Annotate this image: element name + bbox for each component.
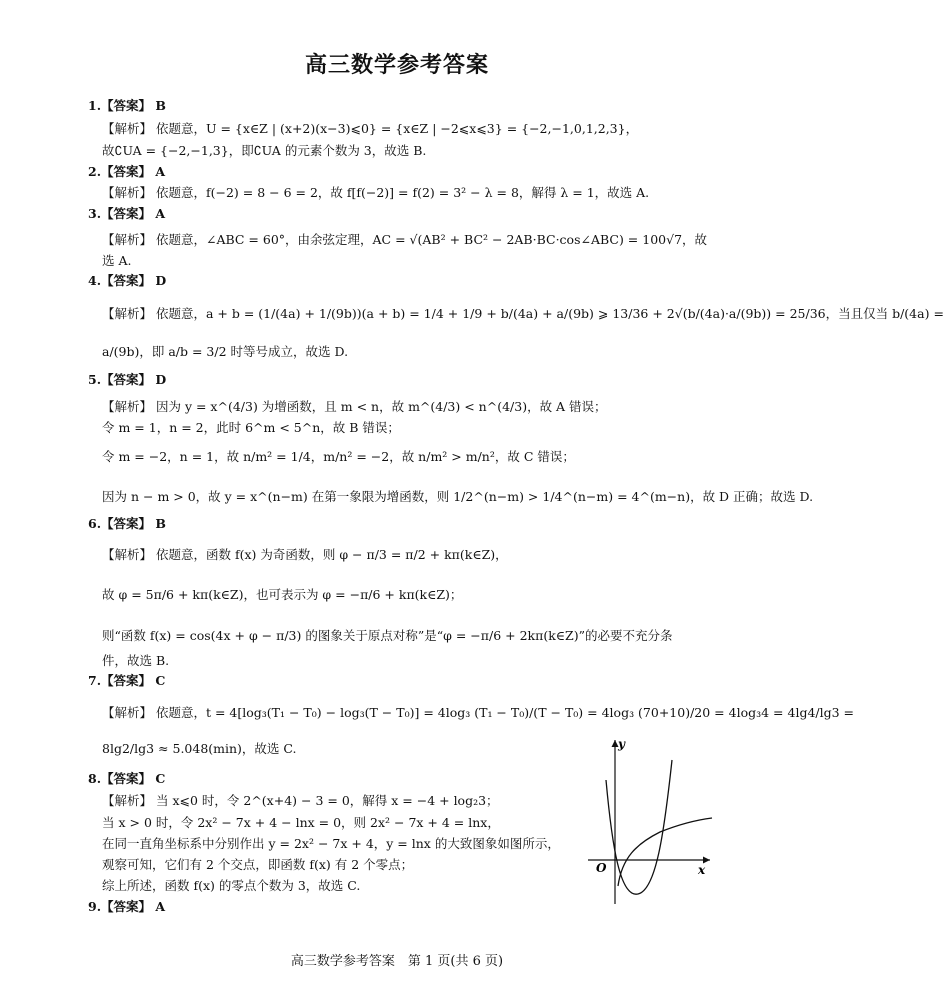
answer-8: 8.【答案】 C: [88, 771, 166, 786]
page-footer: 高三数学参考答案 第 1 页(共 6 页): [290, 954, 504, 969]
analysis-1-a: 【解析】 依题意，U = {x∈Z | (x+2)(x−3)⩽0} = {x∈Z | −2⩽x⩽3} = {−2,−1,0,1,2,3}，: [102, 121, 639, 136]
analysis-5-a: 【解析】 因为 y = x^(4/3) 为增函数，且 m < n，故 m^(4/3) < n^(4/3)，故 A 错误；: [102, 399, 607, 414]
answer-5: 5.【答案】 D: [88, 372, 167, 387]
page-title: 高三数学参考答案: [304, 53, 489, 78]
answer-7: 7.【答案】 C: [88, 673, 166, 688]
y-axis-label: y: [618, 737, 625, 751]
analysis-6-a: 【解析】 依题意，函数 f(x) 为奇函数，则 φ − π/3 = π/2 + kπ(k∈Z)，: [102, 547, 508, 562]
analysis-5-d: 因为 n − m > 0，故 y = x^(n−m) 在第一象限为增函数，则 1/2^(n−m) > 1/4^(n−m) = 4^(m−n)，故 D 正确；故选 D.: [102, 489, 814, 504]
answer-6: 6.【答案】 B: [88, 516, 166, 531]
analysis-8-e: 综上所述，函数 f(x) 的零点个数为 3，故选 C.: [102, 878, 361, 893]
analysis-4-a: 【解析】 依题意，a + b = (1/(4a) + 1/(9b))(a + b) = 1/4 + 1/9 + b/(4a) + a/(9b) ⩾ 13/36 + 2√(b/(4a)·a/(9b)) = 25/36，当且仅当 b/(4a) =: [102, 306, 944, 321]
analysis-1-b: 故∁UA = {−2,−1,3}，即∁UA 的元素个数为 3，故选 B.: [102, 143, 427, 158]
function-graph: [588, 736, 718, 906]
analysis-7-b: 8lg2/lg3 ≈ 5.048(min)，故选 C.: [102, 741, 297, 756]
answer-4: 4.【答案】 D: [88, 273, 167, 288]
parabola-curve: [606, 760, 672, 894]
analysis-8-c: 在同一直角坐标系中分别作出 y = 2x² − 7x + 4，y = lnx 的大致图象如图所示，: [102, 836, 560, 851]
analysis-7-a: 【解析】 依题意，t = 4[log₃(T₁ − T₀) − log₃(T − T₀)] = 4log₃ (T₁ − T₀)/(T − T₀) = 4log₃ (70+10)/20 = 4log₃4 = 4lg4/lg3 =: [102, 705, 855, 720]
analysis-4-b: a/(9b)，即 a/b = 3/2 时等号成立，故选 D.: [102, 344, 349, 359]
analysis-8-b: 当 x > 0 时，令 2x² − 7x + 4 − lnx = 0，则 2x² − 7x + 4 = lnx，: [102, 815, 500, 830]
answer-1: 1.【答案】 B: [88, 98, 166, 113]
analysis-5-b: 令 m = 1，n = 2，此时 6^m < 5^n，故 B 错误；: [102, 420, 400, 435]
analysis-3-a: 【解析】 依题意，∠ABC = 60°，由余弦定理，AC = √(AB² + BC² − 2AB·BC·cos∠ABC) = 100√7，故: [102, 232, 708, 247]
analysis-5-c: 令 m = −2，n = 1，故 n/m² = 1/4，m/n² = −2，故 n/m² > m/n²，故 C 错误；: [102, 449, 575, 464]
answer-2: 2.【答案】 A: [88, 164, 166, 179]
x-axis-label: x: [698, 863, 706, 877]
answer-9: 9.【答案】 A: [88, 899, 166, 914]
origin-label: O: [596, 861, 607, 875]
analysis-6-d: 件，故选 B.: [102, 653, 170, 668]
analysis-3-b: 选 A.: [102, 253, 132, 268]
analysis-8-a: 【解析】 当 x⩽0 时，令 2^(x+4) − 3 = 0，解得 x = −4 + log₂3；: [102, 793, 499, 808]
answer-3: 3.【答案】 A: [88, 206, 166, 221]
analysis-6-c: 则“函数 f(x) = cos(4x + φ − π/3) 的图象关于原点对称”是“φ = −π/6 + 2kπ(k∈Z)”的必要不充分条: [102, 628, 673, 643]
analysis-8-d: 观察可知，它们有 2 个交点，即函数 f(x) 有 2 个零点；: [102, 857, 414, 872]
analysis-6-b: 故 φ = 5π/6 + kπ(k∈Z)，也可表示为 φ = −π/6 + kπ(k∈Z)；: [102, 587, 463, 602]
analysis-2: 【解析】 依题意，f(−2) = 8 − 6 = 2，故 f[f(−2)] = f(2) = 3² − λ = 8，解得 λ = 1，故选 A.: [102, 185, 650, 200]
